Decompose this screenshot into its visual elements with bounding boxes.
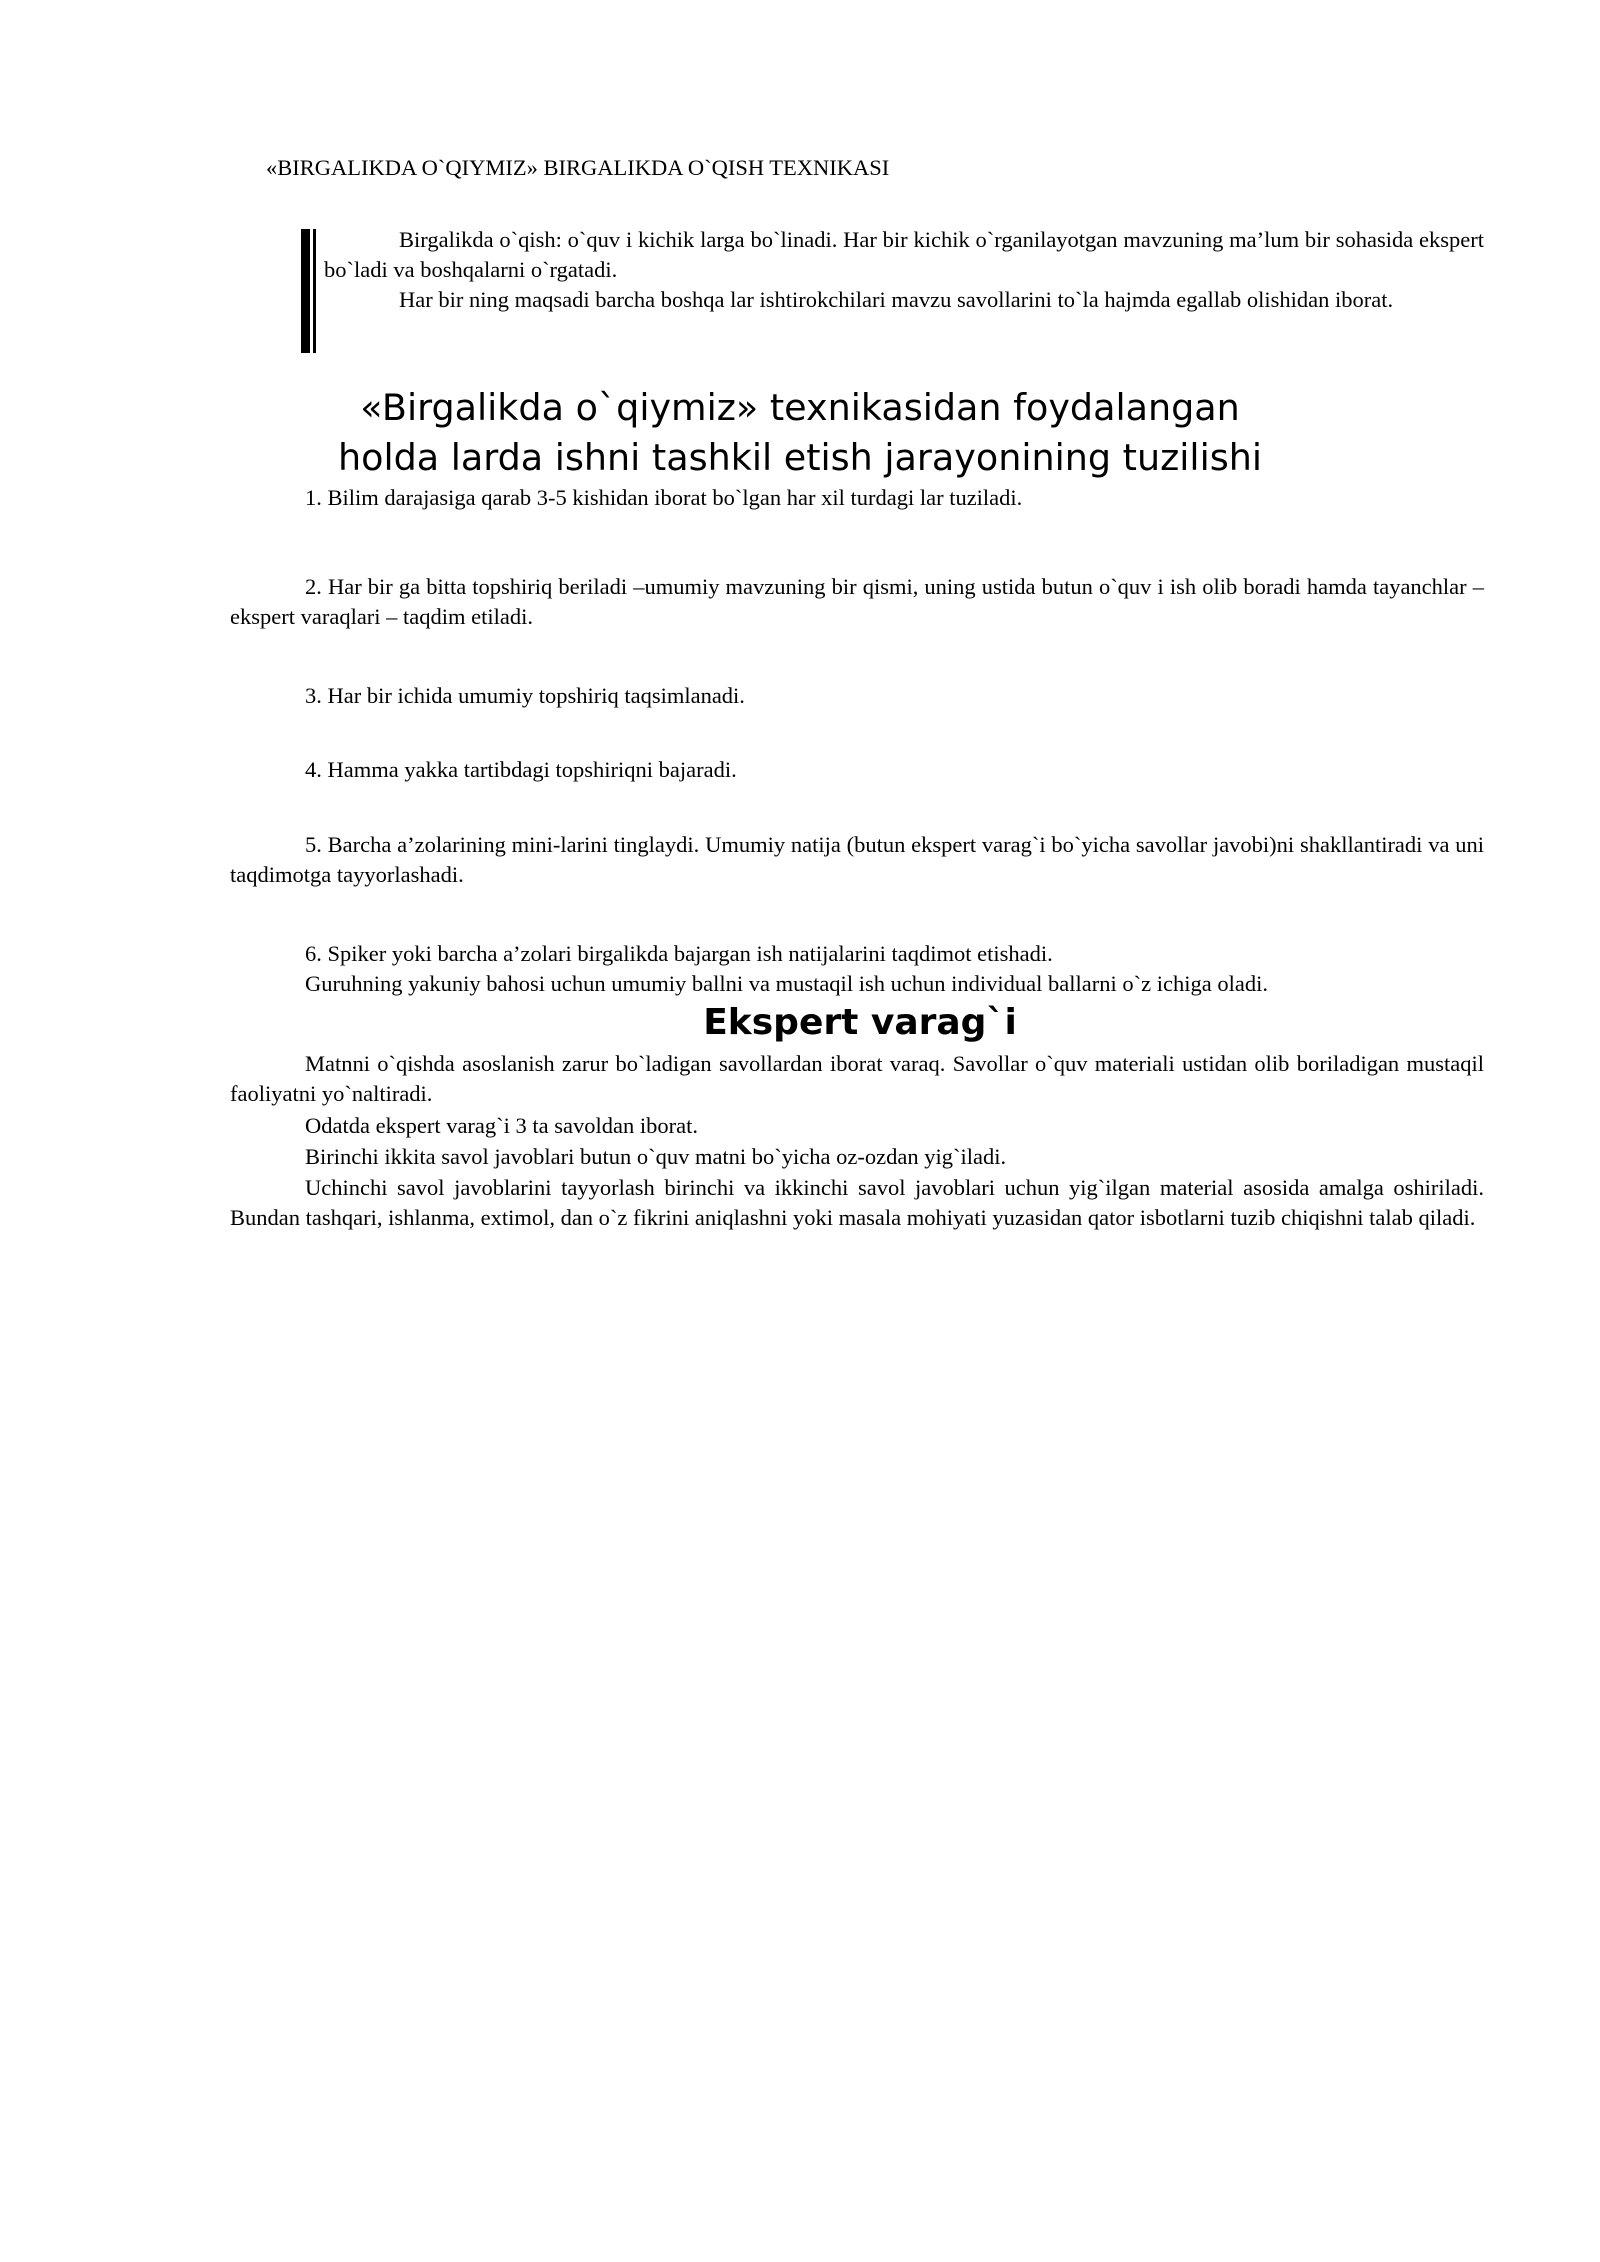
group-assessment-note: Guruhning yakuniy bahosi uchun umumiy ballni va mustaqil ish uchun individual ballarni o`z ichiga oladi. (305, 971, 1268, 996)
step-1: 1. Bilim darajasiga qarab 3-5 kishidan iborat bo`lgan har xil turdagi lar tuziladi. (305, 485, 1023, 510)
left-border-thin (313, 229, 316, 353)
intro-block (301, 225, 1484, 351)
document-title: «BIRGALIKDA O`QIYMIZ» BIRGALIKDA O`QISH TEXNIKASI (266, 155, 890, 180)
subheading-line-2: holda larda ishni tashkil etish jarayonining tuzilishi (337, 436, 1262, 479)
step-4: 4. Hamma yakka tartibdagi topshiriqni bajaradi. (305, 757, 737, 782)
subheading-line-1: «Birgalikda o`qiymiz» texnikasidan foydalangan (360, 386, 1240, 429)
step-2: 2. Har bir ga bitta topshiriq beriladi –umumiy mavzuning bir qismi, uning ustida butun o`quv i ish olib boradi hamda tayanchlar – ekspert varaqlari – taqdim etiladi. (230, 574, 1484, 629)
expert-paragraph-4: Uchinchi savol javoblarini tayyorlash birinchi va ikkinchi savol javoblari uchun yig`ilgan material asosida amalga oshiriladi. Bundan tashqari, ishlanma, extimol, dan o`z fikrini aniqlashni yoki masala mohiyati yuzasidan qator isbotlarni tuzib chiqishni talab qiladi. (230, 1175, 1484, 1230)
intro-paragraph-2: Har bir ning maqsadi barcha boshqa lar ishtirokchilari mavzu savollarini to`la hajmda egallab olishidan iborat. (399, 287, 1394, 312)
step-3: 3. Har bir ichida umumiy topshiriq taqsimlanadi. (305, 683, 745, 708)
left-border-thick (301, 229, 310, 353)
intro-text (324, 225, 1484, 315)
intro-paragraph-1: Birgalikda o`qish: o`quv i kichik larga bo`linadi. Har bir kichik o`rganilayotgan mavzuning ma’lum bir sohasida ekspert bo`ladi va boshqalarni o`rgatadi. (324, 227, 1484, 282)
expert-paragraph-1: Matnni o`qishda asoslanish zarur bo`ladigan savollardan iborat varaq. Savollar o`quv materiali ustidan olib boriladigan mustaqil faoliyatni yo`naltiradi. (230, 1051, 1484, 1106)
expert-paragraph-3: Birinchi ikkita savol javoblari butun o`quv matni bo`yicha oz-ozdan yig`iladi. (305, 1144, 1007, 1169)
step-5: 5. Barcha a’zolarining mini-larini tinglaydi. Umumiy natija (butun ekspert varag`i bo`yicha savollar javobi)ni shakllantiradi va uni taqdimotga tayyorlashadi. (230, 832, 1484, 887)
step-6: 6. Spiker yoki barcha a’zolari birgalikda bajargan ish natijalarini taqdimot etishadi. (305, 941, 1053, 966)
expert-sheet-heading: Ekspert varag`i (703, 1002, 1017, 1043)
expert-paragraph-2: Odatda ekspert varag`i 3 ta savoldan iborat. (305, 1113, 698, 1138)
